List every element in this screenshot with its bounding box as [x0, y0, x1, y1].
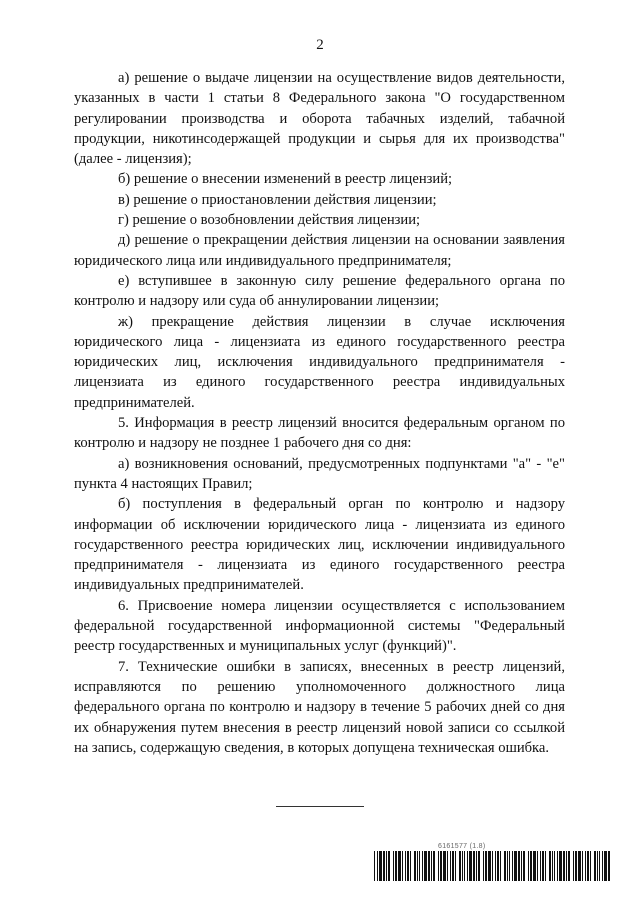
barcode-bar — [450, 851, 451, 881]
paragraph-5a: а) возникновения оснований, предусмотренных подпунктами "а" - "е" пункта 4 настоящих Правил; — [74, 455, 565, 492]
paragraph-4g: г) решение о возобновлении действия лицензии; — [118, 212, 421, 229]
barcode-bar — [374, 851, 375, 881]
barcode-bar — [478, 851, 480, 881]
paragraph-4zh: ж) прекращение действия лицензии в случае исключения юридического лица - лицензиата из единого государственного реестра юридических лиц, исключения индивидуального предпринимателя - лицензиата из единого государственного реестра индивидуальных предпринимателей. — [74, 313, 565, 411]
barcode-bar — [530, 851, 532, 881]
barcode-bar — [568, 851, 570, 881]
paragraph-4a: а) решение о выдаче лицензии на осуществление видов деятельности, указанных в части 1 статьи 8 Федерального закона "О государственном регулировании производства и оборота табачных изделий, табачной продукции, никотинсодержащей продукции и сырья для их производства" (далее - лицензия); — [74, 70, 565, 168]
barcode-bar — [597, 851, 598, 881]
barcode-bar — [549, 851, 551, 881]
barcode-bar — [512, 851, 513, 881]
barcode-bar — [521, 851, 522, 881]
barcode-bar — [419, 851, 420, 881]
barcode-bar — [509, 851, 510, 881]
barcode-bar — [604, 851, 607, 881]
barcode-bar — [602, 851, 603, 881]
barcode-bar — [575, 851, 577, 881]
barcode-bar — [514, 851, 517, 881]
barcode-bar — [488, 851, 491, 881]
paragraph-4b: б) решение о внесении изменений в реестр лицензий; — [118, 171, 453, 188]
barcode-bar — [504, 851, 506, 881]
barcode-bar — [462, 851, 463, 881]
barcode-label: 6161577 (1.8) — [438, 843, 486, 850]
barcode-bar — [438, 851, 439, 881]
barcode-bar — [492, 851, 493, 881]
barcode-bar — [467, 851, 468, 881]
barcode-bar — [393, 851, 394, 881]
paragraph-5: 5. Информация в реестр лицензий вносится федеральным органом по контролю и надзору не позднее 1 рабочего дня со дня: — [74, 415, 565, 452]
barcode-bar — [497, 851, 499, 881]
barcode-bar — [379, 851, 382, 881]
paragraph-4e: е) вступившее в законную силу решение федерального органа по контролю и надзору или суда об аннулировании лицензии; — [74, 272, 565, 310]
end-separator-line — [276, 806, 364, 807]
barcode-bar — [483, 851, 484, 881]
barcode-bar — [485, 851, 487, 881]
barcode-bar — [402, 851, 403, 881]
barcode-bar — [582, 851, 583, 881]
page-number: 2 — [316, 37, 324, 53]
barcode-bar — [428, 851, 430, 881]
barcode-bar — [405, 851, 406, 881]
barcode-bar — [542, 851, 544, 881]
barcode-bar — [476, 851, 477, 881]
barcode-bar — [507, 851, 508, 881]
barcode-bar — [473, 851, 475, 881]
barcode-bar — [414, 851, 416, 881]
barcode-bar — [464, 851, 465, 881]
barcode-bar — [417, 851, 418, 881]
barcode-bar — [500, 851, 501, 881]
barcode-bar — [554, 851, 555, 881]
barcode-bar — [395, 851, 397, 881]
barcode-image — [374, 851, 612, 881]
barcode-bar — [459, 851, 461, 881]
barcode-bar — [383, 851, 385, 881]
barcode-bar — [545, 851, 546, 881]
barcode-bar — [455, 851, 456, 881]
barcode-bar — [518, 851, 520, 881]
barcode-bar — [559, 851, 562, 881]
document-body — [74, 68, 565, 758]
barcode-bar — [573, 851, 574, 881]
barcode-bar — [599, 851, 600, 881]
barcode-bar — [537, 851, 538, 881]
barcode-bar — [386, 851, 387, 881]
barcode-bar — [422, 851, 423, 881]
barcode-bar — [528, 851, 529, 881]
barcode-bar — [563, 851, 565, 881]
barcode-bar — [398, 851, 401, 881]
barcode-bar — [566, 851, 567, 881]
barcode-bar — [585, 851, 586, 881]
barcode-bar — [452, 851, 454, 881]
barcode-bar — [424, 851, 427, 881]
barcode-bar — [410, 851, 411, 881]
paragraph-7: 7. Технические ошибки в записях, внесенных в реестр лицензий, исправляются по решению уполномоченного должностного лица федерального органа по контролю и надзору в течение 5 рабочих дней со дня их обнаружения путем внесения в реестр лицензий новой записи со ссылкой на запись, содержащую сведения, в которых допущена техническая ошибка. — [74, 658, 565, 756]
paragraph-5b: б) поступления в федеральный орган по контролю и надзору информации об исключении юридического лица - лицензиата из единого государственного реестра юридических лиц, исключении индивидуального предпринимателя - лицензиата из единого государственного реестра индивидуальных предпринимателей. — [74, 496, 565, 594]
barcode-bar — [552, 851, 553, 881]
barcode-bar — [523, 851, 525, 881]
barcode-bar — [440, 851, 442, 881]
barcode-bar — [578, 851, 581, 881]
barcode-bar — [377, 851, 378, 881]
barcode-bar — [594, 851, 596, 881]
barcode-bar — [587, 851, 589, 881]
barcode-bar — [388, 851, 390, 881]
barcode-bar — [433, 851, 435, 881]
barcode-bar — [469, 851, 472, 881]
barcode-bar — [495, 851, 496, 881]
barcode-bar — [540, 851, 541, 881]
paragraph-6: 6. Присвоение номера лицензии осуществляется с использованием федеральной государственной информационной системы "Федеральный реестр государственных и муниципальных услуг (функций)". — [74, 597, 565, 655]
barcode-bar — [431, 851, 432, 881]
barcode-bar — [590, 851, 591, 881]
barcode-bar — [447, 851, 448, 881]
paragraph-4d: д) решение о прекращении действия лицензии на основании заявления юридического лица или индивидуального предпринимателя; — [74, 232, 565, 269]
barcode-bar — [608, 851, 610, 881]
barcode-bar — [533, 851, 536, 881]
barcode-bar — [407, 851, 409, 881]
barcode-bar — [557, 851, 558, 881]
barcode-bar — [443, 851, 446, 881]
paragraph-4v: в) решение о приостановлении действия лицензии; — [118, 191, 437, 208]
